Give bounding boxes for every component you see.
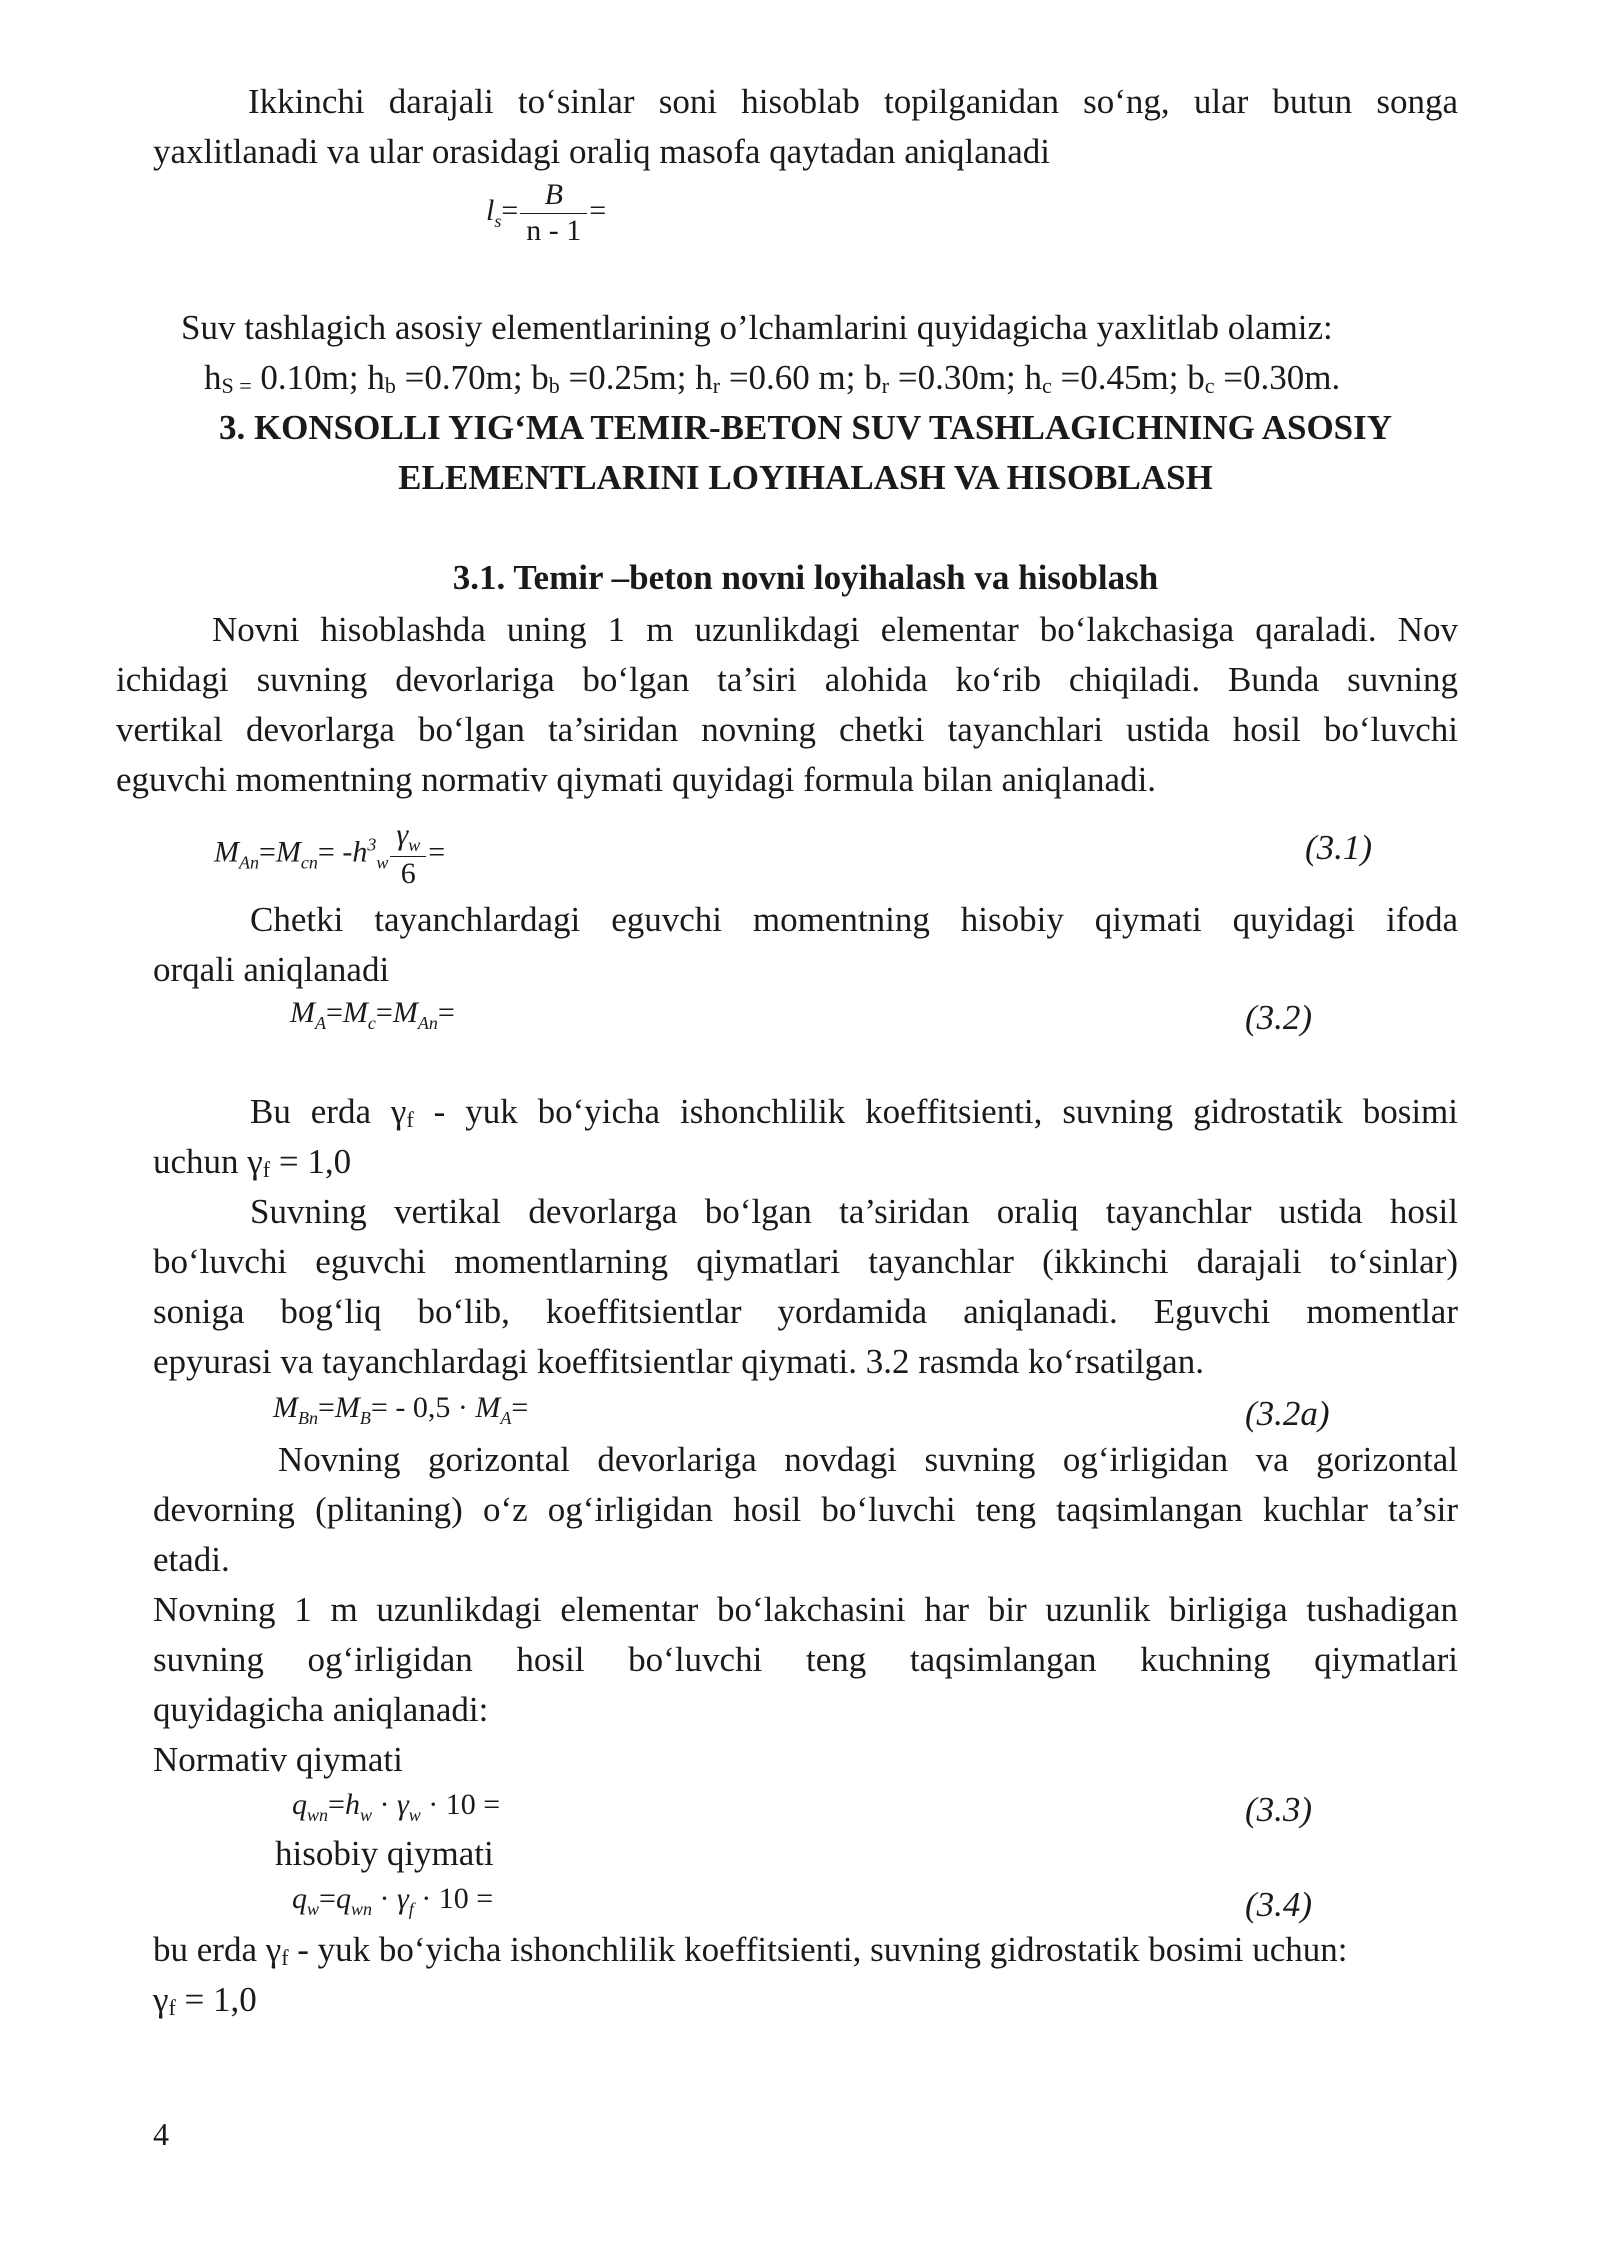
paragraph-7-line-1: Novning gorizontal devorlariga novdagi suvning og‘irligidan va gorizontal — [278, 1440, 1458, 1479]
paragraph-2-line-1: Suv tashlagich asosiy elementlarining o’lchamlarini quyidagicha yaxlitlab olamiz: — [181, 308, 1333, 347]
paragraph-8-line-2: suvning og‘irligidan hosil bo‘luvchi teng taqsimlangan kuchning qiymatlari — [153, 1640, 1458, 1679]
paragraph-7-line-3: etadi. — [153, 1540, 230, 1579]
paragraph-6-line-3: soniga bog‘liq bo‘lib, koeffitsientlar yordamida aniqlanadi. Eguvchi momentlar — [153, 1292, 1458, 1331]
formula-3-1: $M_{An}=M_{cn}= -h^3_w$ $\frac{\gamma_w}{6}$ = — [214, 818, 446, 890]
formula-3-2: $M_A=M_c=M_{An}=$ — [290, 996, 455, 1033]
paragraph-6-line-4: epyurasi va tayanchlardagi koeffitsientlar qiymati. 3.2 rasmda ko‘rsatilgan. — [153, 1342, 1204, 1381]
page-number: 4 — [153, 2116, 169, 2152]
section-heading-3-line-2: ELEMENTLARINI LOYIHALASH VA HISOBLASH — [398, 458, 1213, 497]
paragraph-8-line-1: Novning 1 m uzunlikdagi elementar bo‘lakchasini har bir uzunlik birligiga tushadigan — [153, 1590, 1458, 1629]
dimensions-line: hS = 0.10m; hb =0.70m; bb =0.25m; hr =0.60 m; br =0.30m; hc =0.45m; bc =0.30m. — [204, 358, 1341, 398]
paragraph-1-line-2: yaxlitlanadi va ular orasidagi oraliq masofa qaytadan aniqlanadi — [153, 132, 1051, 171]
equation-label-3-1: (3.1) — [1305, 828, 1373, 867]
equation-label-3-3: (3.3) — [1245, 1790, 1313, 1829]
formula-3-4: $q_w=q_{wn} \cdot \gamma_f \cdot 10$ = — [292, 1882, 494, 1919]
paragraph-3-line-3: vertikal devorlarga bo‘lgan ta’siridan novning chetki tayanchlari ustida hosil bo‘luvchi — [116, 710, 1458, 749]
paragraph-4-line-2: orqali aniqlanadi — [153, 950, 390, 989]
paragraph-5-line-2: uchun γf = 1,0 — [153, 1142, 352, 1182]
equation-label-3-4: (3.4) — [1245, 1885, 1313, 1924]
section-heading-3-line-1: 3. KONSOLLI YIG‘MA TEMIR-BETON SUV TASHLAGICHNING ASOSIY — [218, 408, 1393, 447]
paragraph-6-line-2: bo‘luvchi eguvchi momentlarning qiymatlari tayanchlar (ikkinchi darajali to‘sinlar) — [153, 1242, 1458, 1281]
hisobiy-qiymati-label: hisobiy qiymati — [275, 1834, 494, 1873]
paragraph-9-line-1: bu erda γf - yuk bo‘yicha ishonchlilik koeffitsienti, suvning gidrostatik bosimi uchun: — [153, 1930, 1348, 1970]
paragraph-4-line-1: Chetki tayanchlardagi eguvchi momentning hisobiy qiymati quyidagi ifoda — [250, 900, 1458, 939]
equation-label-3-2: (3.2) — [1245, 998, 1313, 1037]
paragraph-3-line-2: ichidagi suvning devorlariga bo‘lgan ta’siri alohida ko‘rib chiqiladi. Bunda suvning — [116, 660, 1458, 699]
equation-label-3-2a: (3.2a) — [1245, 1394, 1330, 1433]
paragraph-1-line-1: Ikkinchi darajali to‘sinlar soni hisoblab topilganidan so‘ng, ular butun songa — [248, 82, 1458, 121]
formula-3-3: $q_{wn}=h_w \cdot \gamma_w \cdot 10$ = — [292, 1788, 501, 1825]
paragraph-5-line-1: Bu erda γf - yuk bo‘yicha ishonchlilik koeffitsienti, suvning gidrostatik bosimi — [250, 1092, 1458, 1132]
paragraph-6-line-1: Suvning vertikal devorlarga bo‘lgan ta’siridan oraliq tayanchlar ustida hosil — [250, 1192, 1458, 1231]
paragraph-3-line-4: eguvchi momentning normativ qiymati quyidagi formula bilan aniqlanadi. — [116, 760, 1157, 799]
paragraph-3-line-1: Novni hisoblashda uning 1 m uzunlikdagi elementar bo‘lakchasiga qaraladi. Nov — [212, 610, 1458, 649]
paragraph-7-line-2: devorning (plitaning) o‘z og‘irligidan hosil bo‘luvchi teng taqsimlangan kuchlar ta’sir — [153, 1490, 1458, 1529]
subsection-heading-3-1: 3.1. Temir –beton novni loyihalash va hisoblash — [452, 558, 1159, 597]
paragraph-8-line-4: Normativ qiymati — [153, 1740, 403, 1779]
paragraph-8-line-3: quyidagicha aniqlanadi: — [153, 1690, 489, 1729]
formula-ls: $l_s=$ $\frac{B}{n - 1}$ = — [486, 178, 607, 247]
formula-3-2a: $M_{Bn}=M_B= - 0,5 \cdot M_A=$ — [273, 1391, 529, 1428]
paragraph-9-line-2: γf = 1,0 — [153, 1980, 257, 2020]
